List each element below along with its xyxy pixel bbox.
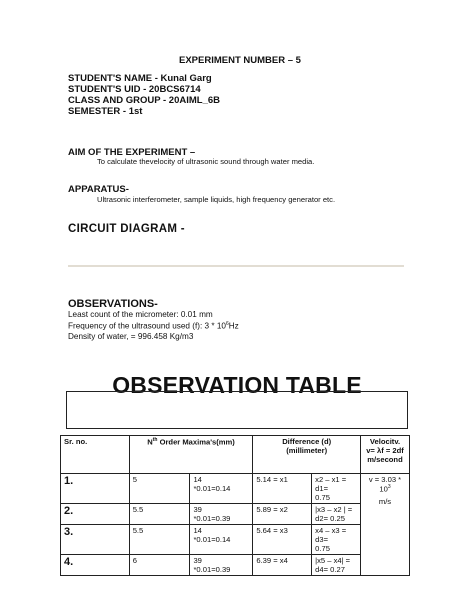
row-sr: 3. bbox=[61, 525, 130, 555]
observations-heading: OBSERVATIONS- bbox=[68, 298, 158, 310]
least-count: Least count of the micrometer: 0.01 mm bbox=[68, 310, 213, 319]
class-group: CLASS AND GROUP - 20AIML_6B bbox=[68, 95, 221, 106]
aim-heading: AIM OF THE EXPERIMENT – bbox=[68, 147, 196, 158]
circuit-diagram-heading: CIRCUIT DIAGRAM - bbox=[68, 223, 185, 235]
header-sr: Sr. no. bbox=[61, 436, 130, 474]
observation-table bbox=[60, 435, 410, 576]
row-maxima-vernier: 14 *0.01=0.14 bbox=[190, 474, 253, 504]
row-maxima-main: 5.5 bbox=[129, 525, 190, 555]
row-sr: 1. bbox=[61, 474, 130, 504]
frequency-exponent: 6 bbox=[225, 321, 229, 327]
observation-table-title: OBSERVATION TABLE bbox=[112, 372, 362, 398]
density-line: Density of water, = 996.458 Kg/m3 bbox=[68, 332, 194, 341]
student-name: STUDENT'S NAME - Kunal Garg bbox=[68, 73, 212, 84]
header-difference: Difference (d) (millimeter) bbox=[253, 436, 361, 474]
apparatus-text: Ultrasonic interferometer, sample liquids, high frequency generator etc. bbox=[97, 195, 336, 204]
row-maxima-main: 6 bbox=[129, 555, 190, 576]
aim-text: To calculate thevelocity of ultrasonic sound through water media. bbox=[97, 157, 315, 166]
row-maxima-vernier: 39 *0.01=0.39 bbox=[190, 555, 253, 576]
table-row bbox=[61, 555, 410, 576]
row-difference: |x5 – x4| = d4= 0.27 bbox=[312, 555, 361, 576]
table-row bbox=[61, 474, 410, 504]
row-maxima-vernier: 39 *0.01=0.39 bbox=[190, 504, 253, 525]
row-difference: x2 – x1 = d1= 0.75 bbox=[312, 474, 361, 504]
header-velocity: Velocitv. v= λf = 2df m/second bbox=[360, 436, 409, 474]
velocity-result: $v = 3.03 * 10^3$ m/s bbox=[360, 474, 409, 576]
frequency-line: Frequency of the ultrasound used (f): $3 * 10^6Hz$ bbox=[68, 321, 239, 331]
row-sr: 2. bbox=[61, 504, 130, 525]
table-row bbox=[61, 525, 410, 555]
semester: SEMESTER - 1st bbox=[68, 106, 143, 117]
row-sr: 4. bbox=[61, 555, 130, 576]
experiment-title: EXPERIMENT NUMBER – 5 bbox=[179, 55, 301, 66]
row-maxima-main: 5 bbox=[129, 474, 190, 504]
row-difference: x4 – x3 = d3= 0.75 bbox=[312, 525, 361, 555]
table-row bbox=[61, 504, 410, 525]
table-header-row bbox=[61, 436, 410, 474]
row-total: 5.89 = x2 bbox=[253, 504, 312, 525]
row-maxima-vernier: 14 *0.01=0.14 bbox=[190, 525, 253, 555]
student-uid: STUDENT'S UID - 20BCS6714 bbox=[68, 84, 201, 95]
header-maxima: $N^{th}$ Order Maxima's(mm) bbox=[129, 436, 253, 474]
apparatus-heading: APPARATUS- bbox=[68, 184, 129, 195]
empty-box bbox=[66, 391, 408, 429]
row-total: 5.64 = x3 bbox=[253, 525, 312, 555]
row-maxima-main: 5.5 bbox=[129, 504, 190, 525]
row-total: 5.14 = x1 bbox=[253, 474, 312, 504]
row-difference: |x3 – x2 | = d2= 0.25 bbox=[312, 504, 361, 525]
row-total: 6.39 = x4 bbox=[253, 555, 312, 576]
divider-line bbox=[68, 265, 404, 267]
